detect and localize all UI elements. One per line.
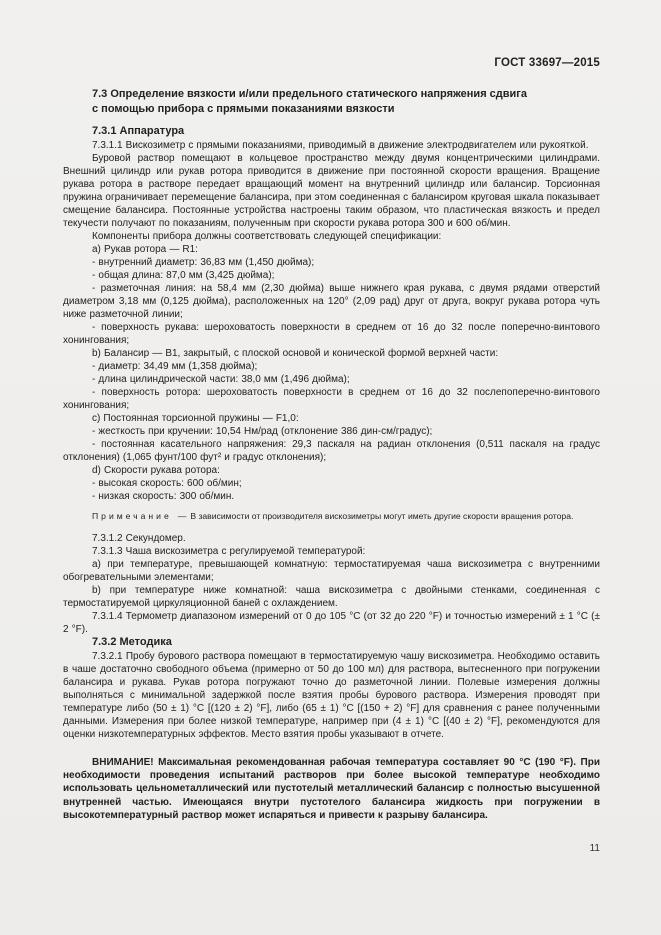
list-item: - разметочная линия: на 58,4 мм (2,30 дюйма) выше нижнего края рукава, с двумя рядами отверстий диаметром 3,18 мм (0,125 дюйма), расположенных на 120° (2,09 рад) друг от друга, вокруг рукава ротора чуть ниже разметочной линии; (63, 283, 600, 320)
list-item: - общая длина: 87,0 мм (3,425 дюйма); (92, 270, 275, 281)
list-item: - длина цилиндрической части: 38,0 мм (1,496 дюйма); (92, 374, 350, 385)
paragraph: 7.3.1.1 Вискозиметр с прямыми показаниями, приводимый в движение электродвигателем или рукояткой. (92, 140, 589, 151)
paragraph: 7.3.1.3 Чаша вискозиметра с регулируемой температурой: (92, 545, 366, 557)
warning-paragraph: ВНИМАНИЕ! Максимальная рекомендованная рабочая температура составляет 90 °C (190 °F). При необходимости проведения испытаний растворов при более высокой температуре необходимо использовать цельнометаллический или пустотелый металлический балансир с полностью высушенной внутренней частью. Имеющаяся внутри пустотелого балансира жидкость при погружении в высокотемпературный раствор может испаряться и привести к разрыву балансира. (63, 756, 600, 822)
paragraph: Компоненты прибора должны соответствовать следующей спецификации: (92, 231, 442, 242)
subsection-heading-7-3-1: 7.3.1 Аппаратура (92, 125, 185, 137)
list-item-a: a) Рукав ротора — R1: (92, 244, 198, 255)
list-item-b: b) при температуре ниже комнатной: чаша вискозиметра с двойными стенками, соединенная с термостатируемой циркуляционной баней с охлаждением. (63, 584, 600, 609)
list-item: - постоянная касательного напряжения: 29,3 паскаля на радиан отклонения (0,511 паскаля на градус отклонения) (1,065 фунт/100 фут² и градус отклонения); (63, 439, 600, 463)
list-item: - поверхность ротора: шероховатость поверхности в среднем от 16 до 32 послепоперечно-винтового хонингования; (63, 387, 600, 411)
doc-code: ГОСТ 33697—2015 (494, 57, 600, 69)
list-item-b: b) Балансир — B1, закрытый, с плоской основой и конической формой верхней части: (92, 348, 499, 359)
paragraph: 7.3.2.1 Пробу бурового раствора помещают в термостатируемую чашу вискозиметра. Необходимо оставить в чаше достаточно свободного объема (примерно от 50 до 100 мл) для раствора, вытесненного при погружении балансира и рукава. Рукав ротора погружают точно до разметочной линии. Полевые измерения должны выполняться с минимальной задержкой после взятия пробы бурового раствора. Измерения проводят при температуре либо (50 ± 1) °C [(120 ± 2) °F], либо (65 ± 1) °C [(150 + 2) °F] для сравнения с ранее полученными данными. Измерения при более низкой температуре, например при (4 ± 1) °C [(40 ± 2) °F], рекомендуются для оценки низкотемпературных эффектов. Место взятия пробы указывают в отчете. (63, 650, 600, 740)
section-heading-line-2: с помощью прибора с прямыми показаниями вязкости (92, 102, 395, 115)
list-item-a: a) при температуре, превышающей комнатную: термостатируемая чаша вискозиметра с внутренними обогревательными элементами; (63, 558, 600, 583)
note (63, 511, 600, 523)
section-heading-7-3 (63, 87, 600, 116)
list-item: - внутренний диаметр: 36,83 мм (1,450 дюйма); (92, 257, 315, 268)
paragraph: 7.3.1.4 Термометр диапазоном измерений от 0 до 105 °C (от 32 до 220 °F) и точностью измерений ± 1 °C (± 2 °F). (63, 610, 600, 635)
paragraph: Буровой раствор помещают в кольцевое пространство между двумя концентрическими цилиндрами. Внешний цилиндр или рукав ротора приводится в движение при постоянной скорости вращения. Вращение рукава ротора в растворе передает вращающий момент на внутренний цилиндр или балансир. Торсионная пружина ограничивает перемещение балансира, при этом соединенная с балансиром круговая шкала показывает смещение балансира. Постоянные устройства настроены таким образом, что пластическая вязкость и предел текучести получают по показаниям, полученным при скорости рукава ротора 300 и 600 об/мин. (63, 153, 600, 229)
paragraph: 7.3.1.2 Секундомер. (92, 532, 186, 544)
list-item-d: d) Скорости рукава ротора: (92, 465, 220, 476)
note-dash: — (177, 511, 187, 521)
list-item: - жесткость при кручении: 10,54 Нм/рад (отклонение 386 дин-см/градус); (92, 426, 433, 437)
note-label: Примечание (92, 511, 172, 521)
page-number: 11 (589, 843, 600, 854)
section-heading-line-1: 7.3 Определение вязкости и/или предельного статического напряжения сдвига (92, 88, 527, 100)
subsection-heading-7-3-2: 7.3.2 Методика (92, 635, 172, 648)
page-content (63, 56, 600, 823)
list-item: - высокая скорость: 600 об/мин; (92, 478, 242, 489)
list-item: - поверхность рукава: шероховатость поверхности в среднем от 16 до 32 после поперечно-винтового хонингования; (63, 322, 600, 346)
list-item: - низкая скорость: 300 об/мин. (92, 491, 235, 502)
list-item-c: c) Постоянная торсионной пружины — F1,0: (92, 413, 299, 424)
note-text: В зависимости от производителя вискозиметры могут иметь другие скорости вращения ротора. (190, 511, 574, 521)
list-item: - диаметр: 34,49 мм (1,358 дюйма); (92, 361, 258, 372)
